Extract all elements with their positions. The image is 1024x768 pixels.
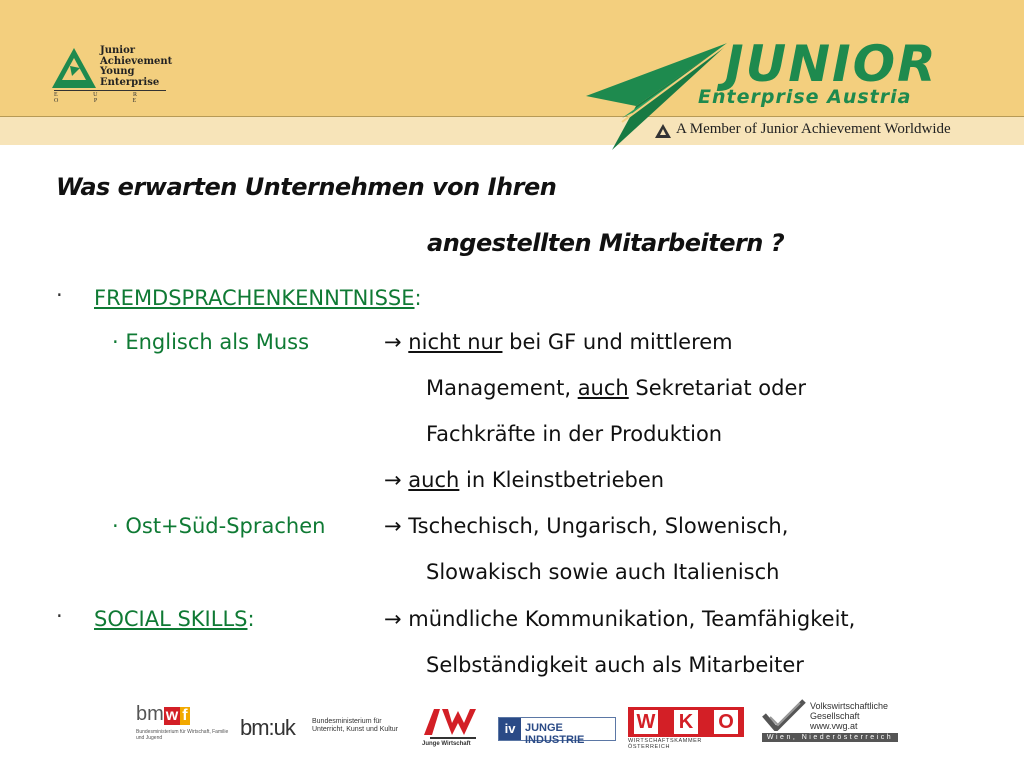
line-text: in Kleinstbetrieben	[459, 468, 665, 492]
wko-letter: O	[714, 710, 738, 734]
bmwfj-wordmark	[136, 703, 232, 726]
iv-tag: iv	[499, 718, 521, 740]
arrow-right-icon: →	[384, 607, 402, 631]
section-heading: SOCIAL SKILLS	[94, 607, 248, 631]
line-text: Sekretariat oder	[628, 376, 806, 400]
underlined-text: auch	[577, 376, 629, 400]
arrow-right-icon: →	[384, 330, 402, 354]
underlined-text: auch	[408, 468, 460, 492]
junge-industrie-logo	[498, 717, 616, 746]
iv-text: JUNGE INDUSTRIE	[525, 722, 585, 746]
line-text: Tschechisch, Ungarisch, Slowenisch,	[408, 514, 789, 538]
line-text: mündliche Kommunikation, Teamfähigkeit,	[408, 607, 856, 631]
vwg-line: Gesellschaft	[810, 711, 860, 721]
vwg-text	[810, 701, 888, 731]
ja-logo-text	[100, 46, 172, 88]
bmwfj-logo	[136, 703, 232, 749]
ja-logo-line: Junior	[100, 45, 136, 56]
bmwfj-f: f	[182, 707, 188, 724]
ja-logo-region: E U R O P E	[54, 90, 166, 104]
junge-wirtschaft-logo	[420, 705, 486, 749]
ja-triangle-icon	[50, 46, 98, 90]
slide-title-line1: Was erwarten Unternehmen von Ihren	[56, 173, 557, 201]
text-line	[426, 375, 806, 401]
line-text: bei GF und mittlerem	[502, 330, 733, 354]
member-line: A Member of Junior Achievement Worldwide	[676, 121, 951, 137]
section-social-skills	[94, 606, 255, 632]
bmwfj-caption: Bundesministerium für Wirtschaft, Familie und Jugend	[136, 729, 229, 741]
ja-small-triangle-icon	[655, 124, 671, 138]
vwg-line: Volkswirtschaftliche	[810, 701, 889, 711]
bmwfj-prefix: bm	[136, 703, 164, 725]
wko-logo	[628, 707, 744, 750]
section-heading: FREMDSPRACHENKENNTNISSE	[94, 286, 415, 310]
bmukk-caption	[312, 718, 398, 734]
ja-logo-line: Young	[100, 66, 135, 77]
bmwfj-w: w	[165, 707, 179, 724]
section-colon: :	[247, 607, 255, 631]
junge-wirtschaft-icon	[420, 705, 486, 741]
slide-title-line2: angestellten Mitarbeitern ?	[427, 229, 785, 257]
text-line	[384, 467, 664, 493]
vwg-url: www.vwg.at	[810, 721, 858, 731]
text-line: Selbständigkeit auch als Mitarbeiter	[426, 653, 804, 677]
underlined-text: nicht nur	[408, 330, 503, 354]
brand-title: JUNIOR	[725, 35, 938, 93]
wko-letter: W	[634, 710, 658, 734]
junge-wirtschaft-caption: Junge Wirtschaft	[422, 741, 471, 747]
bmukk-wordmark: bm:uk	[240, 715, 295, 740]
vwg-checkmark-icon	[762, 699, 806, 731]
section-fremdsprachen	[94, 285, 422, 311]
sub-label-ost-sued: · Ost+Süd-Sprachen	[112, 514, 326, 538]
bullet: ·	[56, 604, 63, 628]
text-line	[384, 513, 788, 539]
brand-subtitle: Enterprise Austria	[698, 86, 912, 108]
text-line	[384, 329, 733, 355]
wko-letter: K	[674, 710, 698, 734]
text-line	[384, 606, 855, 632]
text-line: Slowakisch sowie auch Italienisch	[426, 560, 780, 584]
bmukk-caption-line: Bundesministerium für	[312, 718, 382, 725]
arrow-right-icon: →	[384, 468, 402, 492]
section-colon: :	[414, 286, 422, 310]
vwg-bar: Wien, Niederösterreich	[762, 733, 898, 742]
bmukk-logo	[240, 715, 412, 741]
ja-ye-logo	[50, 44, 173, 104]
vwg-logo	[762, 699, 898, 745]
bullet: ·	[56, 283, 63, 307]
ja-logo-line: Enterprise	[100, 76, 160, 88]
ja-logo-line: Achievement	[100, 55, 173, 67]
line-text: Management,	[426, 376, 578, 400]
sub-label-englisch: · Englisch als Muss	[112, 330, 310, 354]
text-line: Fachkräfte in der Produktion	[426, 422, 723, 446]
bmukk-caption-line: Unterricht, Kunst und Kultur	[312, 726, 398, 733]
wko-caption: WIRTSCHAFTSKAMMER ÖSTERREICH	[628, 738, 702, 750]
arrow-right-icon: →	[384, 514, 402, 538]
